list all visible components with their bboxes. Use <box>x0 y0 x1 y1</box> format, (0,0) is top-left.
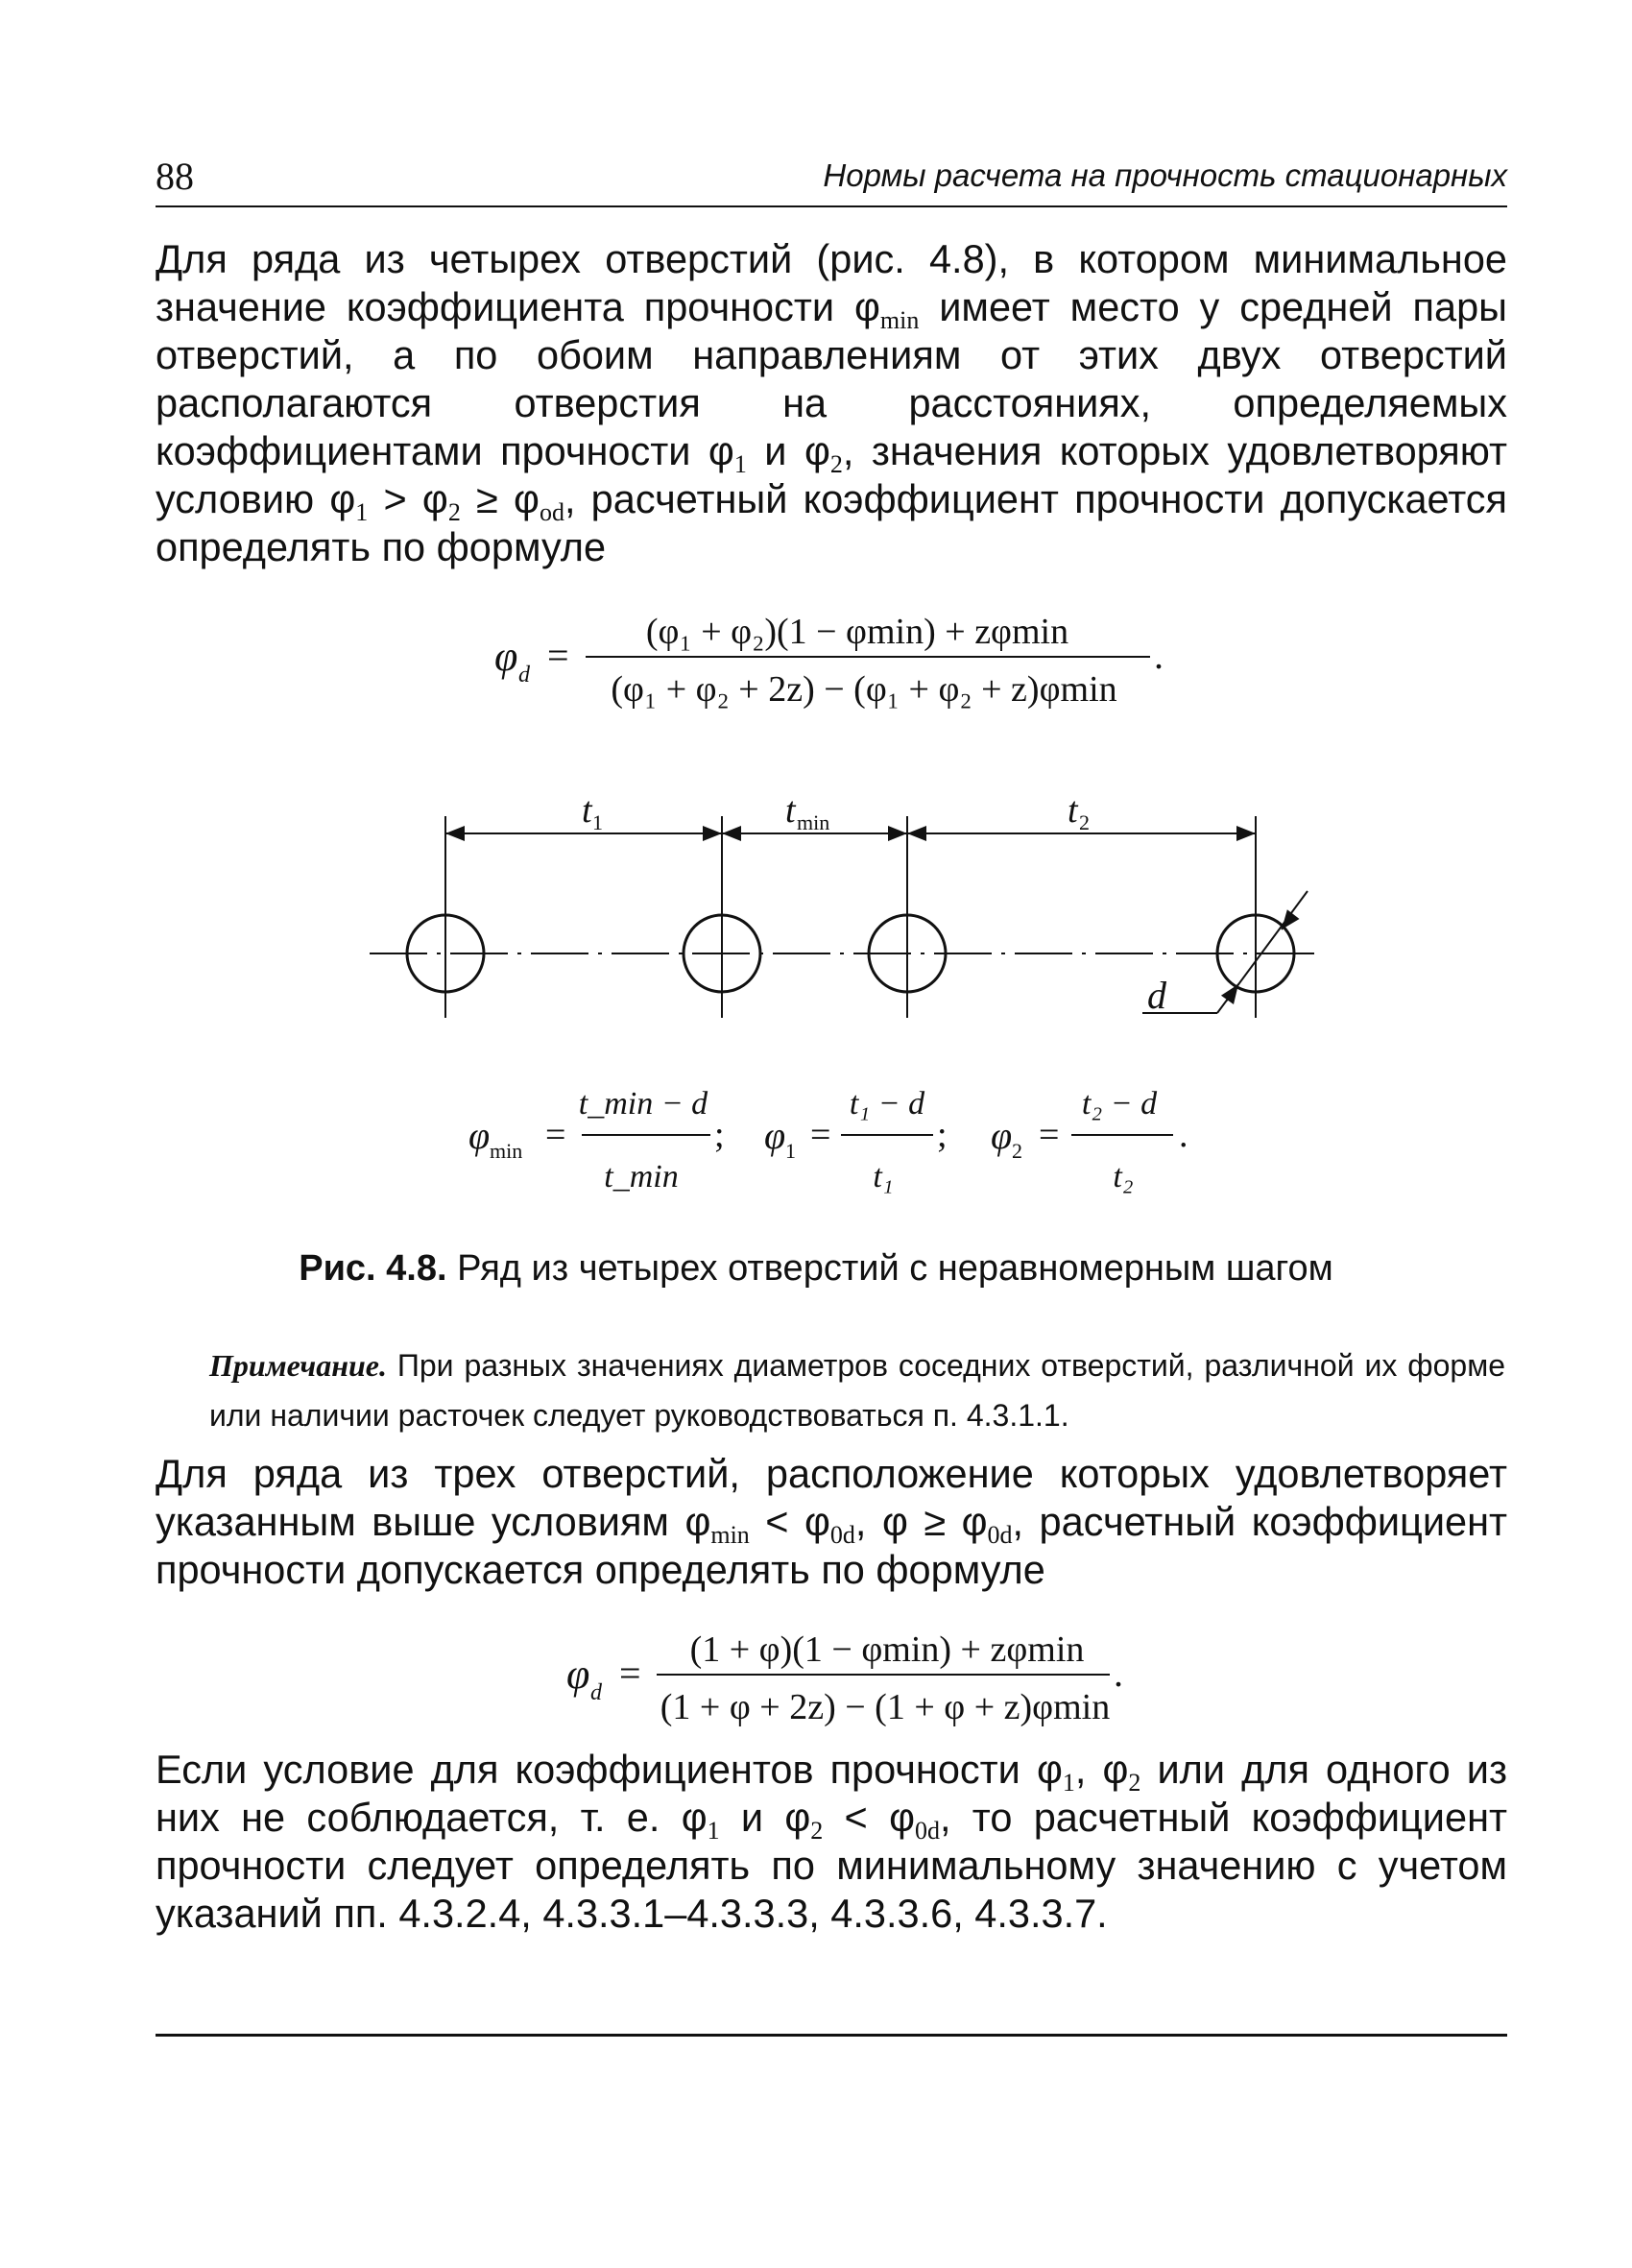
f1-denominator: t_min <box>604 1159 679 1194</box>
lt-sign: < <box>749 1499 804 1544</box>
formula-2-denominator: (1 + φ + 2z) − (1 + φ + z)φmin <box>660 1687 1111 1727</box>
separator: ; <box>714 1115 725 1155</box>
formula-1-eq: = <box>547 634 569 677</box>
p1-text-1: Для ряда из четырех отверстий (рис. 4.8), в котором минимальное значение коэффициента прочности <box>156 236 1507 329</box>
p3-text-3: , то расчетный коэффициент прочности следует определять по минимальному значению с учетом указаний пп. 4.3.2.4, 4.3.3.1–4.3.3.3, 4.3.3.6, 4.3.3.7. <box>156 1795 1507 1936</box>
phi-min-sub: min <box>490 1139 523 1163</box>
comma: , <box>1074 1747 1103 1792</box>
phi-symbol: φ <box>804 1499 830 1544</box>
phi-symbol: φ <box>784 1795 811 1840</box>
ge-sign: ≥ <box>907 1499 962 1544</box>
label-tmin: t <box>785 790 796 831</box>
subscript-2: 2 <box>810 1817 824 1845</box>
f2-numerator: t₁ − d <box>849 1086 925 1122</box>
gt-sign: > <box>368 476 422 521</box>
formula-1-lhs: φ <box>494 633 518 680</box>
subscript-2: 2 <box>829 450 843 478</box>
comma: , <box>854 1499 882 1544</box>
p3-text-1: Если условие для коэффициентов прочности <box>156 1747 1037 1792</box>
formula-2 <box>0 1613 1632 1738</box>
subscript-od: od <box>539 498 564 526</box>
p2-text-1: Для ряда из трех отверстий, расположение которых удовлетворяет указанным выше условиям <box>156 1451 1507 1544</box>
formula-1-numerator: (φ₁ + φ₂)(1 − φmin) + zφmin <box>645 612 1069 652</box>
formula-2-lhs-sub: d <box>590 1680 602 1705</box>
phi-1-sub: 1 <box>785 1139 796 1163</box>
phi-symbol: φ <box>853 284 880 329</box>
p1-text-2: имеет место у средней пары отверстий, а по обоим направлениям от этих двух отверстий располагаются отверстия на расстояниях, определяемых коэффициентами прочности <box>156 284 1507 473</box>
subscript-min: min <box>710 1521 750 1549</box>
phi-symbol: φ <box>889 1795 915 1840</box>
conjunction: и <box>746 428 804 473</box>
f3-denominator: t₂ <box>1113 1159 1134 1194</box>
separator: ; <box>937 1115 948 1155</box>
conjunction: и <box>719 1795 785 1840</box>
formula-2-eq: = <box>619 1652 641 1695</box>
phi-symbol: φ <box>881 1499 908 1544</box>
label-tmin-sub: min <box>797 810 830 834</box>
formula-2-numerator: (1 + φ)(1 − φmin) + zφmin <box>689 1629 1085 1670</box>
formula-2-lhs: φ <box>566 1651 590 1698</box>
p3-text-2: или для одного из них не соблюдается, т. е. <box>156 1747 1508 1840</box>
phi-symbol: φ <box>681 1795 708 1840</box>
p1-text-3: , значения которых удовлетворяют условию <box>156 428 1507 521</box>
phi-2-sub: 2 <box>1012 1139 1022 1163</box>
running-title: Нормы расчета на прочность стационарных <box>823 157 1507 193</box>
note-label: Примечание. <box>209 1348 387 1383</box>
footer-rule <box>156 2034 1507 2037</box>
subscript-1: 1 <box>1062 1769 1075 1797</box>
page-number: 88 <box>156 155 194 198</box>
hole-row-figure <box>0 787 1632 1047</box>
label-t2: t <box>1068 790 1078 831</box>
caption-text: Ряд из четырех отверстий с неравномерным шагом <box>446 1248 1333 1289</box>
paragraph-1 <box>156 235 1507 571</box>
p2-text-2: , расчетный коэффициент прочности допускается определять по формуле <box>156 1499 1508 1592</box>
phi-symbol: φ <box>804 428 830 473</box>
figure-caption <box>0 1248 1632 1290</box>
figure-formulas <box>0 1075 1632 1210</box>
phi-symbol: φ <box>1102 1747 1129 1792</box>
eq-sign: = <box>545 1115 566 1155</box>
diameter-arrow-in <box>1227 984 1238 1001</box>
phi-1-symbol: φ <box>764 1114 786 1157</box>
label-d: d <box>1147 974 1166 1017</box>
header-rule <box>156 205 1507 207</box>
paragraph-3 <box>156 1746 1507 1938</box>
formula-1 <box>0 595 1632 720</box>
label-t1: t <box>582 790 592 831</box>
subscript-2: 2 <box>1128 1769 1141 1797</box>
formula-1-lhs-sub: d <box>518 663 530 688</box>
caption-label: Рис. 4.8. <box>299 1248 447 1289</box>
phi-symbol: φ <box>708 428 734 473</box>
paragraph-2 <box>156 1450 1507 1594</box>
subscript-0d: 0d <box>829 1521 855 1549</box>
subscript-2: 2 <box>447 498 461 526</box>
subscript-1: 1 <box>707 1817 720 1845</box>
eq-sign: = <box>1039 1115 1060 1155</box>
f3-numerator: t₂ − d <box>1081 1086 1158 1122</box>
f2-denominator: t₁ <box>873 1159 894 1194</box>
formula-1-denominator: (φ₁ + φ₂ + 2z) − (φ₁ + φ₂ + z)φmin <box>611 669 1117 710</box>
note-text: При разных значениях диаметров соседних отверстий, различной их форме или наличии расточек следует руководствоваться п. 4.3.1.1. <box>209 1348 1505 1433</box>
subscript-0d: 0d <box>987 1521 1013 1549</box>
end-period: . <box>1179 1115 1188 1155</box>
phi-symbol: φ <box>961 1499 988 1544</box>
formula-2-end: . <box>1114 1652 1123 1695</box>
eq-sign: = <box>810 1115 831 1155</box>
p1-text-4: , расчетный коэффициент прочности допускается определять по формуле <box>156 476 1507 569</box>
phi-symbol: φ <box>421 476 448 521</box>
subscript-1: 1 <box>355 498 369 526</box>
subscript-min: min <box>879 306 920 334</box>
phi-min-symbol: φ <box>468 1114 491 1157</box>
lt-sign: < <box>823 1795 890 1840</box>
ge-sign: ≥ <box>460 476 515 521</box>
phi-symbol: φ <box>329 476 356 521</box>
label-t1-sub: 1 <box>592 810 603 834</box>
subscript-1: 1 <box>733 450 747 478</box>
f1-numerator: t_min − d <box>578 1086 708 1122</box>
label-t2-sub: 2 <box>1079 810 1090 834</box>
note <box>209 1340 1505 1440</box>
phi-2-symbol: φ <box>991 1114 1013 1157</box>
subscript-0d: 0d <box>915 1817 940 1845</box>
formula-1-end: . <box>1154 634 1164 677</box>
phi-symbol: φ <box>684 1499 711 1544</box>
phi-symbol: φ <box>1036 1747 1063 1792</box>
phi-symbol: φ <box>514 476 540 521</box>
